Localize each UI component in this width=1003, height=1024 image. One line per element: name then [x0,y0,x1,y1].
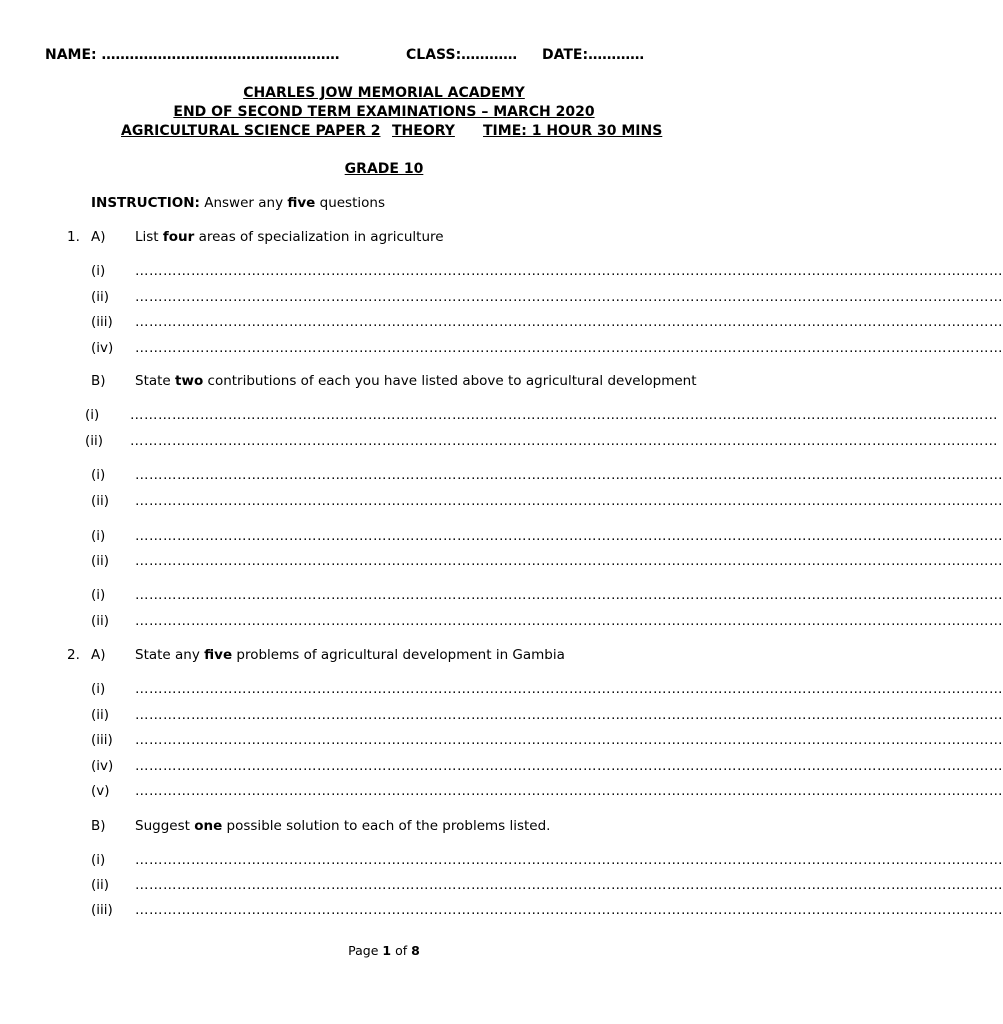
q2-b-item-3-label: (iii) [91,902,113,918]
time-label: TIME: 1 HOUR 30 MINS [483,123,663,139]
q1-a-item-2-answer-line[interactable]: …………………………………………………………………………………………………………………………………………………………………… [135,289,1003,305]
q1-b-group-3-item-2-answer-line[interactable]: …………………………………………………………………………………………………………………………………………………………………… [135,553,1003,569]
theory-label: THEORY [392,123,455,139]
footer-page-word: Page [348,943,383,958]
paper-title: AGRICULTURAL SCIENCE PAPER 2 [121,123,381,139]
q2-b-post: possible solution to each of the problems listed. [222,818,551,834]
q2-b-label: B) [91,818,106,834]
q2-b-prompt [135,818,550,834]
q2-a-bold: five [204,647,233,663]
q1-b-group-2-item-2-answer-line[interactable]: …………………………………………………………………………………………………………………………………………………………………… [135,493,1003,509]
q2-a-item-4-label: (iv) [91,758,114,774]
exam-title: END OF SECOND TERM EXAMINATIONS – MARCH 2020 [173,104,595,120]
q1-a-item-4-answer-line[interactable]: …………………………………………………………………………………………………………………………………………………………………… [135,340,1003,356]
q2-a-post: problems of agricultural development in Gambia [232,647,565,663]
class-label: CLASS: [406,47,462,63]
q1-number: 1. [67,229,80,245]
instruction-label: INSTRUCTION: [91,195,200,211]
q2-b-item-1-answer-line[interactable]: …………………………………………………………………………………………………………………………………………………………………… [135,852,1003,868]
q1-a-item-4-label: (iv) [91,340,114,356]
q1-b-group-2-item-1-label: (i) [91,467,106,483]
q1-b-prompt [135,373,697,389]
q2-b-item-3-answer-line[interactable]: …………………………………………………………………………………………………………………………………………………………………… [135,902,1003,918]
q2-a-item-1-label: (i) [91,681,106,697]
q2-number: 2. [67,647,80,663]
name-dots: …………………………………………… [101,47,340,63]
q1-a-bold: four [162,229,195,245]
q1-b-post: contributions of each you have listed above to agricultural development [203,373,697,389]
instruction-bold: five [287,195,316,211]
q1-a-prompt [135,229,444,245]
q2-b-item-2-answer-line[interactable]: …………………………………………………………………………………………………………………………………………………………………… [135,877,1003,893]
q2-a-item-2-label: (ii) [91,707,110,723]
q2-a-item-3-label: (iii) [91,732,113,748]
instruction [91,195,385,211]
q1-a-item-1-answer-line[interactable]: …………………………………………………………………………………………………………………………………………………………………… [135,263,1003,279]
q1-a-item-2-label: (ii) [91,289,110,305]
footer-page-number: 1 [382,943,392,958]
q2-a-prompt [135,647,565,663]
instruction-pre: Answer any [204,195,288,211]
q1-b-group-2-item-1-answer-line[interactable]: …………………………………………………………………………………………………………………………………………………………………… [135,467,1003,483]
date-dots: ………… [588,47,645,63]
footer-of-word: of [391,943,412,958]
class-field [406,47,517,63]
q2-a-item-4-answer-line[interactable]: …………………………………………………………………………………………………………………………………………………………………… [135,758,1003,774]
instruction-post: questions [315,195,385,211]
q1-b-group-1-item-2-label: (ii) [85,433,104,449]
q1-b-group-3-item-2-label: (ii) [91,553,110,569]
q2-b-item-2-label: (ii) [91,877,110,893]
q1-b-group-3-item-1-answer-line[interactable]: …………………………………………………………………………………………………………………………………………………………………… [135,528,1003,544]
school-title: CHARLES JOW MEMORIAL ACADEMY [243,85,525,101]
q1-b-group-4-item-1-label: (i) [91,587,106,603]
date-label: DATE: [542,47,589,63]
q2-a-item-1-answer-line[interactable]: …………………………………………………………………………………………………………………………………………………………………… [135,681,1003,697]
name-label: NAME: [45,47,97,63]
q1-b-group-1-item-1-answer-line[interactable]: …………………………………………………………………………………………………………………………………………………………………… [130,407,998,423]
q1-a-item-3-label: (iii) [91,314,113,330]
q1-b-bold: two [175,373,204,389]
q2-b-pre: Suggest [135,818,195,834]
q1-a-item-3-answer-line[interactable]: …………………………………………………………………………………………………………………………………………………………………… [135,314,1003,330]
q1-b-group-1-item-2-answer-line[interactable]: …………………………………………………………………………………………………………………………………………………………………… [130,433,998,449]
q2-a-label: A) [91,647,106,663]
q2-b-bold: one [194,818,223,834]
q1-b-group-3-item-1-label: (i) [91,528,106,544]
q1-b-pre: State [135,373,176,389]
q2-a-item-5-answer-line[interactable]: …………………………………………………………………………………………………………………………………………………………………… [135,783,1003,799]
q2-b-item-1-label: (i) [91,852,106,868]
q1-b-label: B) [91,373,106,389]
q1-a-label: A) [91,229,106,245]
q2-a-item-2-answer-line[interactable]: …………………………………………………………………………………………………………………………………………………………………… [135,707,1003,723]
q1-a-item-1-label: (i) [91,263,106,279]
q2-a-pre: State any [135,647,205,663]
q1-a-pre: List [135,229,163,245]
q2-a-item-3-answer-line[interactable]: …………………………………………………………………………………………………………………………………………………………………… [135,732,1003,748]
class-dots: ………… [461,47,518,63]
q2-a-item-5-label: (v) [91,783,110,799]
q1-b-group-4-item-1-answer-line[interactable]: …………………………………………………………………………………………………………………………………………………………………… [135,587,1003,603]
date-field [542,47,644,63]
q1-b-group-4-item-2-answer-line[interactable]: …………………………………………………………………………………………………………………………………………………………………… [135,613,1003,629]
q1-a-post: areas of specialization in agriculture [194,229,444,245]
grade-title: GRADE 10 [344,161,424,177]
q1-b-group-2-item-2-label: (ii) [91,493,110,509]
footer-page-total: 8 [411,943,420,958]
page-footer [0,943,768,958]
q1-b-group-1-item-1-label: (i) [85,407,100,423]
name-field [45,47,340,63]
q1-b-group-4-item-2-label: (ii) [91,613,110,629]
